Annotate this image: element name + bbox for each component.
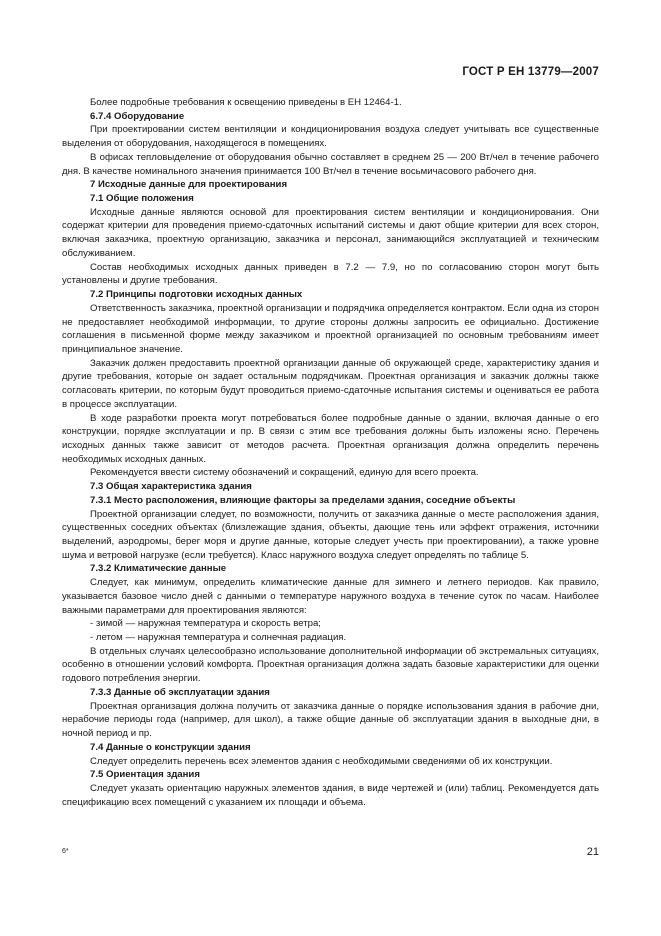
paragraph: Заказчик должен предоставить проектной организации данные об окружающей среде, характеристику здания и другие требования, которые он задает остальным подрядчикам. Проектная организация и заказчик должны также согласовать критерии, по которым будут проводиться приемо-сдаточные испытания системы и оцениваться ее работа в процессе эксплуатации. [62, 357, 599, 410]
section-heading: 7.2 Принципы подготовки исходных данных [90, 289, 303, 301]
paragraph: Следует указать ориентацию наружных элементов здания, в виде чертежей и (или) таблиц. Рекомендуется дать спецификацию всех помещений с указанием их площади и объема. [62, 782, 599, 808]
section-heading: 7.3.2 Климатические данные [90, 563, 227, 575]
paragraph: Следует определить перечень всех элементов здания с необходимыми сведениями об их конструкции. [90, 755, 553, 767]
paragraph: Следует, как минимум, определить климатические данные для зимнего и летнего периодов. Как правило, указывается базовое число дней с данными о температуре наружного воздуха в течение суток по часам. Наиболее важными параметрами для проектирования являются: [62, 577, 599, 616]
paragraph: - летом — наружная температура и солнечная радиация. [90, 632, 347, 644]
paragraph: Проектная организация должна получить от заказчика данные о порядке использования здания в рабочие дни, нерабочие периоды года (например, для школ), а также общие данные об эксплуатации здания в выходные дни, в ночной период и пр. [62, 700, 599, 740]
section-heading: 7.3.3 Данные об эксплуатации здания [90, 686, 270, 698]
section-heading: 7.4 Данные о конструкции здания [90, 741, 251, 753]
section-heading: 7.1 Общие положения [90, 193, 194, 205]
section-heading: 7.3.1 Место расположения, влияющие факторы за пределами здания, соседние объекты [90, 494, 516, 506]
section-heading: 7.5 Ориентация здания [90, 769, 200, 781]
paragraph: Рекомендуется ввести систему обозначений и сокращений, единую для всего проекта. [90, 467, 479, 479]
paragraph: При проектировании систем вентиляции и кондиционирования воздуха следует учитывать все существенные выделения от оборудования, находящегося в помещениях. [62, 124, 599, 150]
paragraph: Состав необходимых исходных данных приведен в 7.2 — 7.9, но по согласованию сторон могут быть установлены и другие требования. [62, 261, 599, 287]
section-heading: 6.7.4 Оборудование [90, 110, 185, 122]
paragraph: В офисах тепловыделение от оборудования обычно составляет в среднем 25 — 200 Вт/чел в течение рабочего дня. В качестве номинального значения принимается 100 Вт/чел в течение восьмичасового рабочего дня. [62, 151, 599, 177]
paragraph: Проектной организации следует, по возможности, получить от заказчика данные о месте расположения здания, существенных соседних объектах (близлежащие здания, объекты, дающие тень или эффект отражения, источники выделений, аэродромы, берег моря и другие данные, которые следует учесть при проектировании), а также уровне шума и ветровой нагрузке (если требуется). Класс наружного воздуха следует определять по таблице 5. [62, 508, 599, 561]
paragraph: Исходные данные являются основой для проектирования систем вентиляции и кондиционирования. Они содержат критерии для проведения приемо-сдаточных испытаний системы и дают общие критерии для всех сторон, включая заказчика, проектную организацию, заказчика и персонал, занимающийся эксплуатацией и техническим обслуживанием. [62, 206, 599, 259]
paragraph: Более подробные требования к освещению приведены в ЕН 12464-1. [90, 97, 402, 108]
paragraph: Ответственность заказчика, проектной организации и подрядчика определяется контрактом. Если одна из сторон не предоставляет необходимой информации, то другие стороны должны запросить ее официально. Достижение соглашения в письменной форме между заказчиком и проектной организацией по основным требованиям имеет принципиальное значение. [62, 302, 599, 355]
standard-id-header: ГОСТ Р ЕН 13779—2007 [462, 66, 599, 78]
paragraph: - зимой — наружная температура и скорость ветра; [90, 618, 321, 630]
body-text [62, 96, 599, 809]
paragraph: В ходе разработки проекта могут потребоваться более подробные данные о здании, включая данные о его конструкции, порядке эксплуатации и пр. В связи с этим все требования должны быть изложены ясно. Перечень исходных данных также зависит от методов расчета. Проектная организация должна определить перечень необходимых исходных данных. [62, 412, 599, 465]
section-heading: 7 Исходные данные для проектирования [90, 179, 288, 191]
section-heading: 7.3 Общая характеристика здания [90, 481, 252, 493]
paragraph: В отдельных случаях целесообразно использование дополнительной информации об экстремальных ситуациях, особенно в отношении условий комфорта. Проектная организация должна задать базовые характеристики для оценки годового потребления энергии. [62, 645, 599, 685]
page-number: 21 [586, 846, 599, 858]
sheet-mark: 6* [62, 848, 69, 855]
